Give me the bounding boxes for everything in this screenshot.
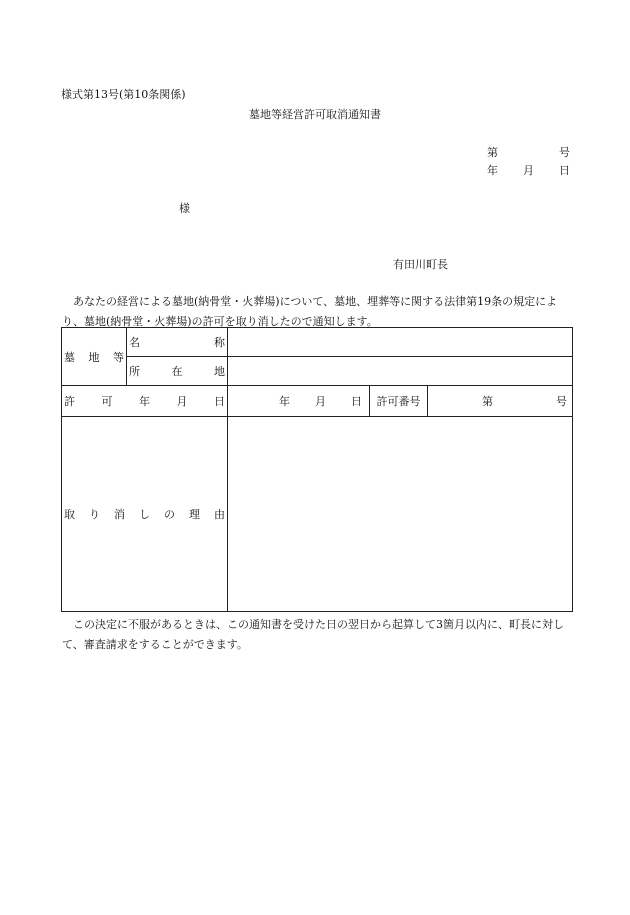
date-month: 月 bbox=[523, 164, 534, 177]
location-value-cell[interactable] bbox=[228, 357, 573, 386]
document-title: 墓地等経営許可取消通知書 bbox=[249, 108, 381, 121]
number-prefix: 第 bbox=[487, 146, 498, 159]
group-label-cell: 墓 地 等 bbox=[62, 328, 127, 386]
location-label-cell: 所 在 地 bbox=[127, 357, 228, 386]
date-year: 年 bbox=[487, 164, 498, 177]
addressee-honorific: 様 bbox=[179, 202, 190, 215]
permit-number-label-cell: 許可番号 bbox=[370, 386, 428, 417]
intro-paragraph: あなたの経営による墓地(納骨堂・火葬場)について、墓地、埋葬等に関する法律第19条の規定により、墓地(納骨堂・火葬場)の許可を取り消したので通知します。 bbox=[62, 295, 558, 328]
issuer-name: 有田川町長 bbox=[393, 258, 448, 271]
permit-date-value-cell[interactable]: 年 月 日 bbox=[228, 386, 370, 417]
appeal-notice-paragraph: この決定に不服があるときは、この通知書を受けた日の翌日から起算して3箇月以内に、町長に対して、審査請求をすることができます。 bbox=[62, 618, 564, 651]
reason-value-cell[interactable] bbox=[228, 417, 573, 612]
form-table bbox=[61, 327, 573, 612]
number-suffix: 号 bbox=[559, 146, 570, 159]
reference-number bbox=[487, 144, 570, 160]
permit-number-value-cell[interactable]: 第 号 bbox=[428, 386, 573, 417]
form-number: 様式第13号(第10条関係) bbox=[61, 88, 186, 101]
name-label-cell: 名 称 bbox=[127, 328, 228, 357]
name-value-cell[interactable] bbox=[228, 328, 573, 357]
permit-date-label-cell: 許 可 年 月 日 bbox=[62, 386, 228, 417]
reason-label-cell: 取 り 消 し の 理 由 bbox=[62, 417, 228, 612]
date-day: 日 bbox=[559, 164, 570, 177]
issue-date bbox=[487, 162, 570, 178]
